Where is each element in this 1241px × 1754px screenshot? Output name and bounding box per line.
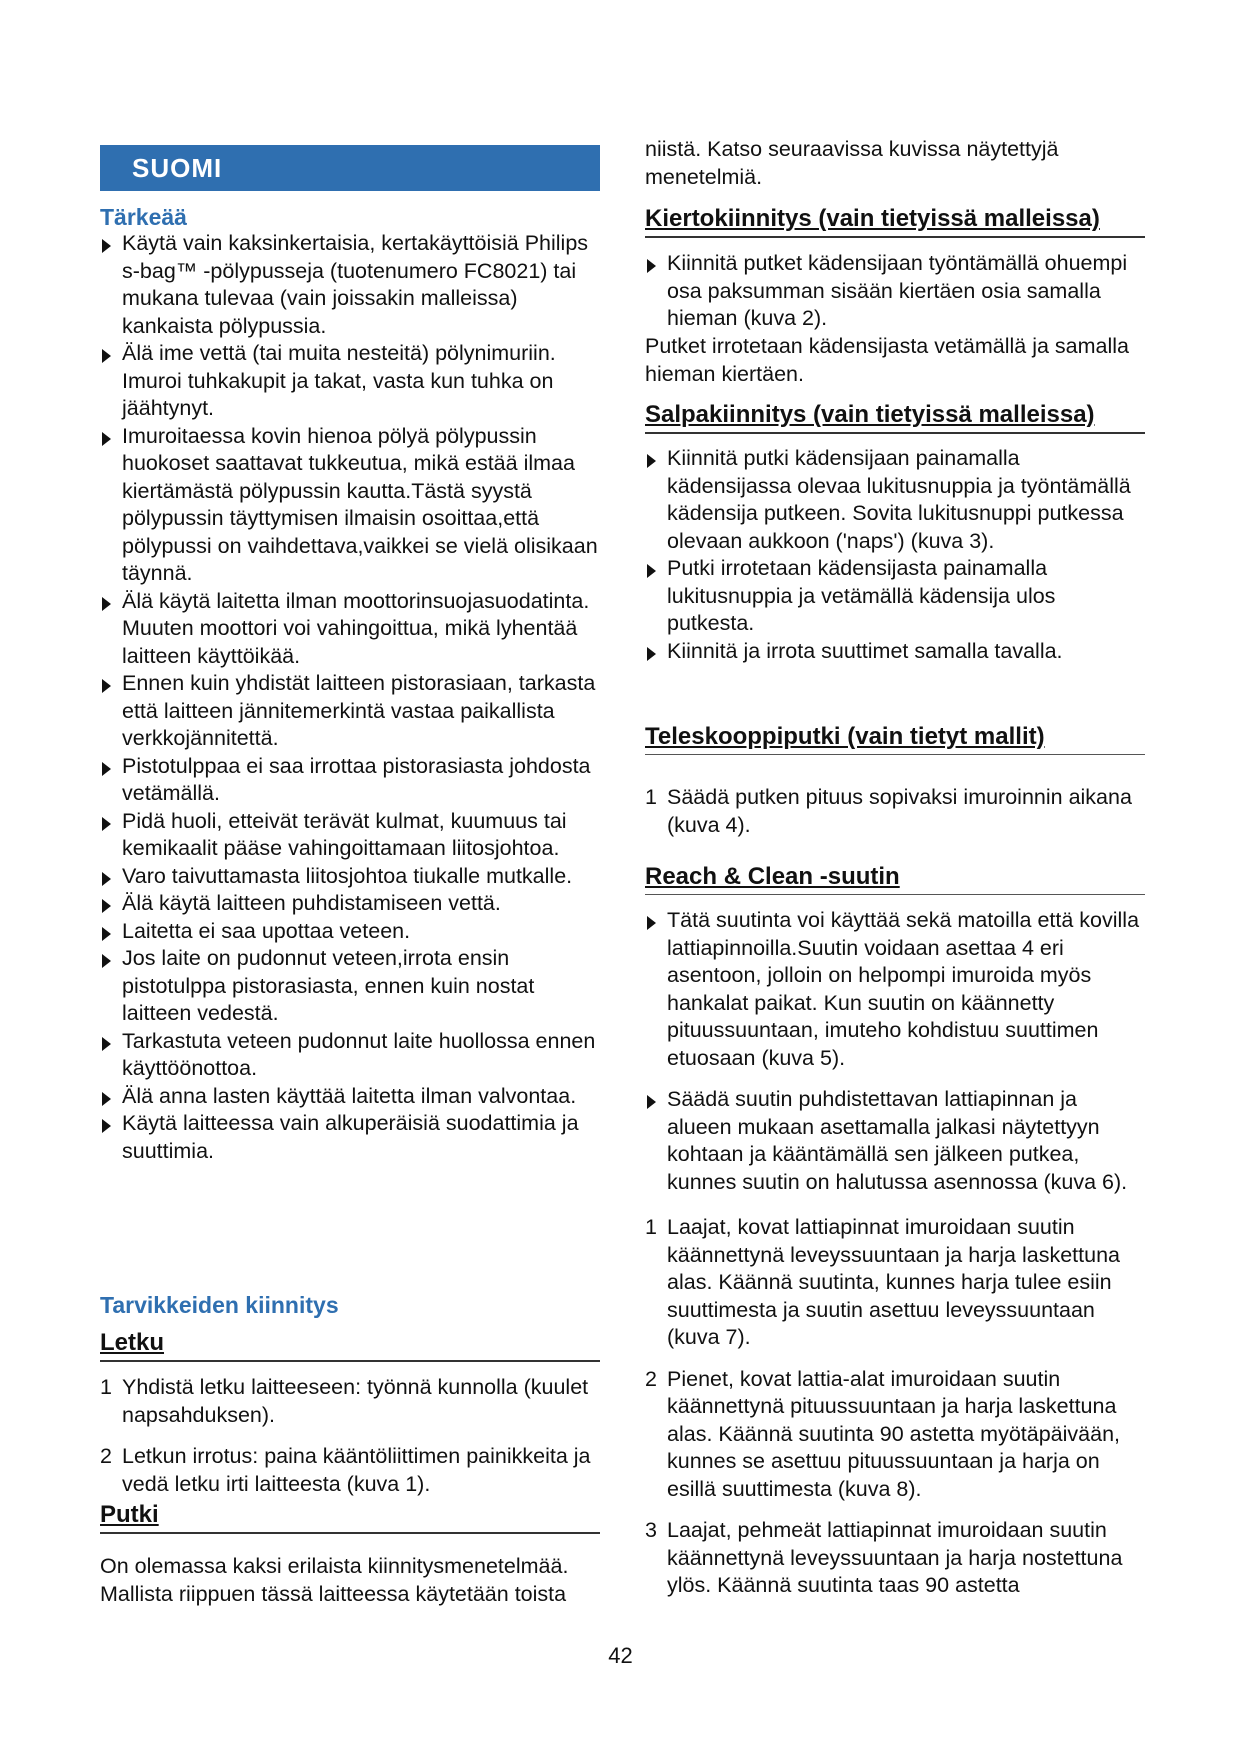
telescopic-steps: [645, 784, 1145, 839]
reach-title: Reach & Clean -suutin: [645, 862, 1145, 895]
list-item: Varo taivuttamasta liitosjohtoa tiukalle mutkalle.: [100, 863, 600, 891]
list-item: Putki irrotetaan kädensijasta painamalla lukitusnuppia ja vetämällä kädensija ulos putkesta.: [645, 555, 1145, 638]
list-item: Älä käytä laitetta ilman moottorinsuojasuodatinta. Muuten moottori voi vahingoittua, mikä lyhentää laitteen käyttöikää.: [100, 588, 600, 671]
step-number: 1: [100, 1375, 112, 1399]
list-item: Imuroitaessa kovin hienoa pölyä pölypussin huokoset saattavat tukkeutua, mikä estää ilmaa kiertämästä pölypussin kautta.Tästä syystä pölypussin täyttymisen ilmaisin osoittaa,että pölypussi on vaihdettava,vaikkei se vielä olisikaan täynnä.: [100, 423, 600, 588]
intro-text: niistä. Katso seuraavissa kuvissa näytettyjä menetelmiä.: [645, 137, 1059, 189]
list-item: [645, 1366, 1145, 1504]
twist-note: Putket irrotetaan kädensijasta vetämällä ja samalla hieman kiertäen.: [645, 334, 1130, 386]
page-number: 42: [608, 1643, 633, 1668]
list-item: Tätä suutinta voi käyttää sekä matoilla että kovilla lattiapinnoilla.Suutin voidaan asettaa 4 eri asentoon, jolloin on helpompi imuroida myös hankalat paikat. Kun suutin on käännetty pituussuuntaan, imuteho kohdistuu suuttimen etuosaan (kuva 5).: [645, 907, 1145, 1072]
hose-title: Letku: [100, 1328, 600, 1362]
important-list: [100, 230, 600, 1165]
list-item: Käytä laitteessa vain alkuperäisiä suodattimia ja suuttimia.: [100, 1110, 600, 1165]
step-text: Yhdistä letku laitteeseen: työnnä kunnolla (kuulet napsahduksen).: [122, 1375, 589, 1427]
list-item: Tarkastuta veteen pudonnut laite huollossa ennen käyttöönottoa.: [100, 1028, 600, 1083]
list-item: Laitetta ei saa upottaa veteen.: [100, 918, 600, 946]
telescopic-title: Teleskooppiputki (vain tietyt mallit): [645, 722, 1145, 755]
list-item: Ennen kuin yhdistät laitteen pistorasiaan, tarkasta että laitteen jännitemerkintä vastaa paikallista verkkojännitettä.: [100, 670, 600, 753]
latch-list: [645, 445, 1145, 665]
list-item: Älä anna lasten käyttää laitetta ilman valvontaa.: [100, 1083, 600, 1111]
list-item: [645, 1517, 1145, 1600]
list-item: Kiinnitä putki kädensijaan painamalla kädensijassa olevaa lukitusnuppia ja työntämällä kädensija putkeen. Sovita lukitusnuppi putkessa olevaan aukkoon ('naps') (kuva 3).: [645, 445, 1145, 555]
list-item: Kiinnitä ja irrota suuttimet samalla tavalla.: [645, 638, 1145, 666]
latch-title: Salpakiinnitys (vain tietyissä malleissa): [645, 400, 1145, 434]
list-item: Älä ime vettä (tai muita nesteitä) pölynimuriin. Imuroi tuhkakupit ja takat, vasta kun tuhka on jäähtynyt.: [100, 340, 600, 423]
step-number: 1: [645, 1215, 657, 1239]
reach-steps: [645, 1214, 1145, 1600]
list-item: [645, 1214, 1145, 1352]
list-item: [100, 1443, 600, 1498]
list-item: Älä käytä laitteen puhdistamiseen vettä.: [100, 890, 600, 918]
twist-list: [645, 250, 1145, 333]
accessories-heading: Tarvikkeiden kiinnitys: [100, 1292, 339, 1318]
tube-text: On olemassa kaksi erilaista kiinnitysmenetelmää. Mallista riippuen tässä laitteessa käytetään toista: [100, 1554, 569, 1606]
list-item: [645, 784, 1145, 839]
hose-steps: [100, 1374, 600, 1498]
step-number: 2: [100, 1444, 112, 1468]
list-item: Pidä huoli, etteivät terävät kulmat, kuumuus tai kemikaalit pääse vahingoittamaan liitosjohtoa.: [100, 808, 600, 863]
list-item: Käytä vain kaksinkertaisia, kertakäyttöisiä Philips s-bag™ -pölypusseja (tuotenumero FC8021) tai mukana tulevaa (vain joissakin malleissa) kankaista pölypussia.: [100, 230, 600, 340]
step-number: 2: [645, 1366, 657, 1391]
twist-title: Kiertokiinnitys (vain tietyissä malleissa): [645, 204, 1145, 238]
step-text: Säädä putken pituus sopivaksi imuroinnin aikana (kuva 4).: [667, 785, 1132, 837]
important-heading: Tärkeää: [100, 204, 187, 230]
list-item: Säädä suutin puhdistettavan lattiapinnan ja alueen mukaan asettamalla jalkasi näytettyyn kohtaan ja kääntämällä sen jälkeen putkea, kunnes suutin on halutussa asennossa (kuva 6).: [645, 1086, 1145, 1196]
step-number: 3: [645, 1518, 657, 1542]
step-text: Letkun irrotus: paina kääntöliittimen painikkeita ja vedä letku irti laitteesta (kuva 1).: [122, 1444, 591, 1496]
list-item: Kiinnitä putket kädensijaan työntämällä ohuempi osa paksumman sisään kiertäen osia samalla hieman (kuva 2).: [645, 250, 1145, 333]
tube-title: Putki: [100, 1500, 600, 1534]
step-text: Laajat, pehmeät lattiapinnat imuroidaan suutin käännettynä leveyssuuntaan ja harja nostettuna ylös. Käännä suutinta taas 90 astetta: [667, 1518, 1123, 1597]
step-text: Laajat, kovat lattiapinnat imuroidaan suutin käännettynä leveyssuuntaan ja harja laskettuna alas. Käännä suutinta, kunnes harja tulee esiin suuttimesta ja suutin asettuu leveyssuuntaan (kuva 7).: [667, 1215, 1121, 1349]
reach-list: [645, 907, 1145, 1196]
language-tab: SUOMI: [100, 145, 600, 191]
list-item: Pistotulppaa ei saa irrottaa pistorasiasta johdosta vetämällä.: [100, 753, 600, 808]
step-number: 1: [645, 785, 657, 809]
list-item: [100, 1374, 600, 1429]
step-text: Pienet, kovat lattia-alat imuroidaan suutin käännettynä pituussuuntaan ja harja laskettuna alas. Käännä suutinta 90 astetta myötäpäivään, kunnes se asettuu pituussuuntaan ja harja on esillä suuttimesta (kuva 8).: [667, 1366, 1121, 1501]
list-item: Jos laite on pudonnut veteen,irrota ensin pistotulppa pistorasiasta, ennen kuin nostat laitteen vedestä.: [100, 945, 600, 1028]
